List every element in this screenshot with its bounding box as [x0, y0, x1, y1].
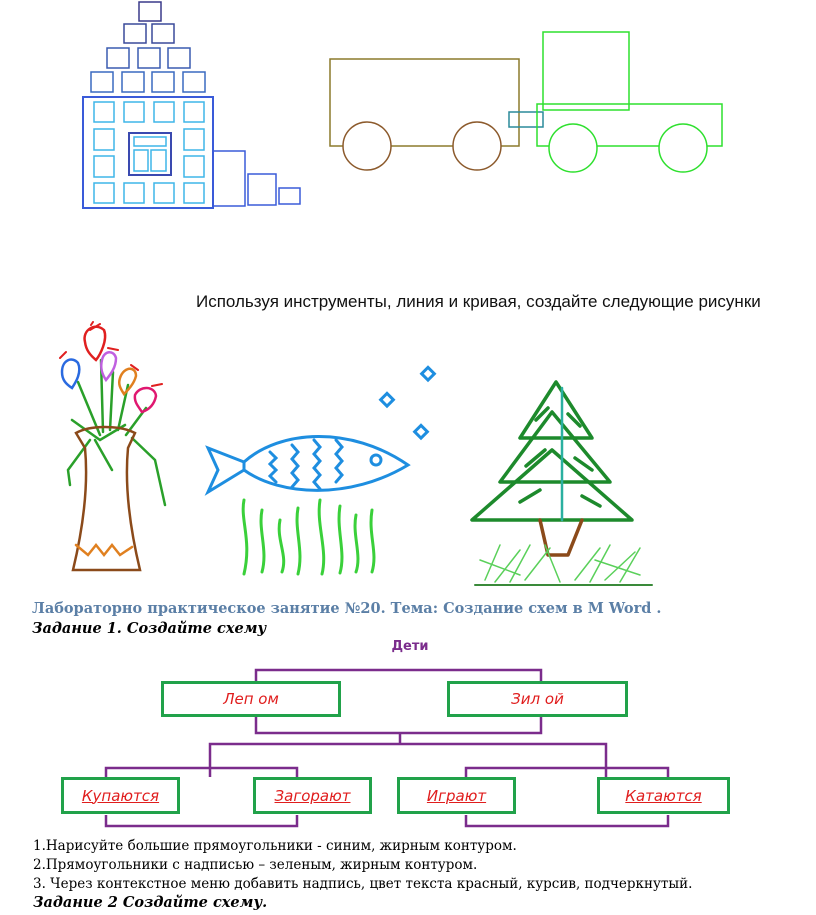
diagram-box-winter: [447, 681, 628, 717]
diagram-root-label: Дети: [391, 639, 429, 654]
diagram-box-ride-label: Катаются: [625, 786, 702, 805]
note-2: 2.Прямоугольники с надписью – зеленым, жирным контуром.: [33, 857, 478, 873]
fir-tree-drawing: [472, 382, 652, 585]
task-1-heading: Задание 1. Создайте схему: [32, 620, 267, 637]
diagram-box-sunbathe-label: Загорают: [274, 786, 351, 805]
diagram-box-play-label: Играют: [426, 786, 487, 805]
diagram-box-summer: [161, 681, 341, 717]
diagram-box-swim: [61, 777, 180, 814]
note-1: 1.Нарисуйте большие прямоугольники - синим, жирным контуром.: [33, 838, 517, 854]
grass-drawing: [243, 500, 374, 574]
diagram-box-summer-label: Леп ом: [223, 690, 279, 708]
diagram-box-sunbathe: [253, 777, 372, 814]
task-2-heading: Задание 2 Создайте схему.: [33, 894, 268, 911]
diagram-box-play: [397, 777, 516, 814]
diagram-box-swim-label: Купаются: [81, 786, 160, 805]
note-3: 3. Через контекстное меню добавить надпись, цвет текста красный, курсив, подчеркнутый.: [33, 876, 693, 892]
lab-title: Лабораторно практическое занятие №20. Тема: Создание схем в M Word .: [32, 600, 662, 617]
diagram-box-ride: [597, 777, 730, 814]
house-drawing: [83, 2, 300, 208]
fish-drawing: [208, 367, 434, 492]
drawing-instruction: Используя инструменты, линия и кривая, создайте следующие рисунки: [196, 292, 761, 311]
diagram-box-winter-label: Зил ой: [511, 690, 564, 708]
truck-drawing: [330, 32, 722, 172]
flower-vase-drawing: [60, 322, 165, 570]
